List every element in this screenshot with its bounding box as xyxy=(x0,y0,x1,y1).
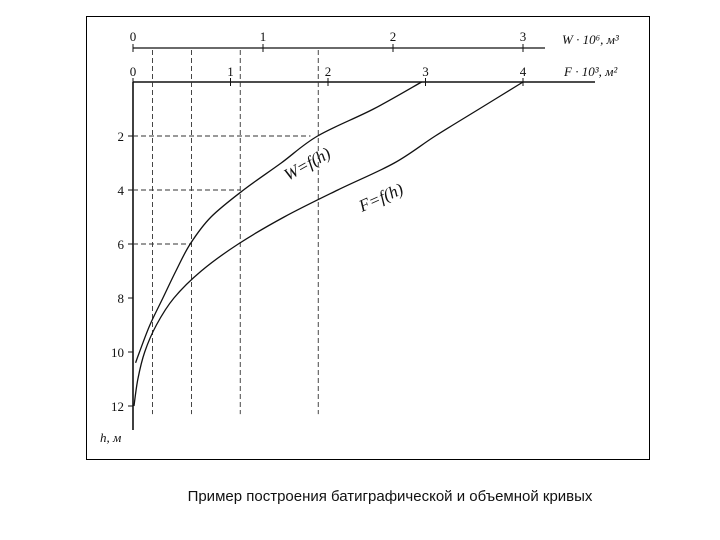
w-axis-tick-label: 0 xyxy=(129,29,137,44)
figure-caption: Пример построения батиграфической и объемной кривых xyxy=(187,488,593,505)
w-axis-tick-label: 2 xyxy=(389,29,397,44)
w-curve-label: W=f(h) xyxy=(280,143,334,185)
w-curve xyxy=(136,82,422,363)
y-axis-tick-label: 12 xyxy=(111,399,124,414)
w-axis-tick-label: 3 xyxy=(519,29,527,44)
f-axis-tick-label: 2 xyxy=(324,64,332,79)
construction-lines xyxy=(133,50,318,414)
y-axis-label: h, м xyxy=(100,430,122,445)
y-axis-tick-label: 10 xyxy=(111,345,124,360)
y-axis-tick-label: 8 xyxy=(117,291,124,306)
tick-labels xyxy=(111,29,527,414)
f-curve-label: F=f(h) xyxy=(355,179,407,216)
y-axis-tick-label: 4 xyxy=(117,183,124,198)
y-axis-tick-label: 2 xyxy=(117,129,124,144)
f-axis-tick-label: 3 xyxy=(422,64,429,79)
top-axis-w-label: W · 10⁶, м³ xyxy=(562,32,619,47)
curves xyxy=(134,82,523,406)
y-axis-tick-label: 6 xyxy=(117,237,124,252)
f-axis-tick-label: 4 xyxy=(519,64,527,79)
top-axis-f-label: F · 10³, м² xyxy=(564,64,618,79)
f-axis-tick-label: 0 xyxy=(129,64,137,79)
f-axis-tick-label: 1 xyxy=(227,64,234,79)
w-axis-tick-label: 1 xyxy=(259,29,267,44)
